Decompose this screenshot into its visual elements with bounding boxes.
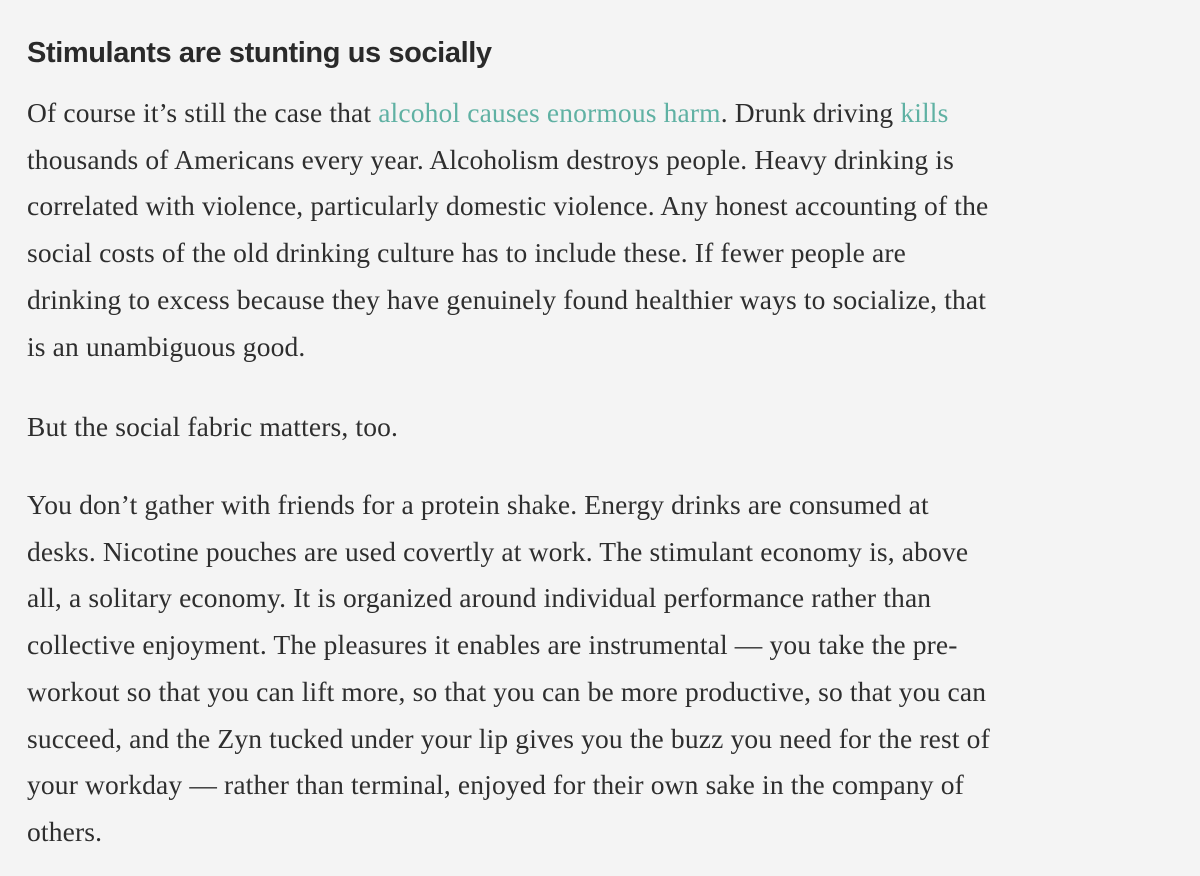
paragraph-line: correlated with violence, particularly domestic violence. Any honest accounting of the xyxy=(27,190,989,222)
paragraph-line: You don’t gather with friends for a protein shake. Energy drinks are consumed at xyxy=(27,489,929,520)
paragraph-line: social costs of the old drinking culture has to include these. If fewer people are xyxy=(27,237,907,269)
paragraph-line: thousands of Americans every year. Alcoholism destroys people. Heavy drinking is xyxy=(27,143,954,175)
text-segment: Of course it’s still the case that xyxy=(27,97,379,128)
kills-link[interactable]: kills xyxy=(900,97,949,128)
paragraph-alcohol-harm xyxy=(27,90,988,370)
text-segment: . Drunk driving xyxy=(720,97,901,128)
paragraph-social-fabric xyxy=(27,404,398,451)
paragraph-line: desks. Nicotine pouches are used covertly at work. The stimulant economy is, above xyxy=(27,535,969,567)
paragraph-line: workout so that you can lift more, so that you can be more productive, so that you can xyxy=(27,675,987,707)
paragraph-line: collective enjoyment. The pleasures it enables are instrumental — you take the pre- xyxy=(27,629,958,661)
paragraph-line: your workday — rather than terminal, enjoyed for their own sake in the company of xyxy=(27,769,964,801)
paragraph-stimulant-economy xyxy=(27,482,990,856)
paragraph-line: all, a solitary economy. It is organized around individual performance rather than xyxy=(27,582,932,614)
paragraph-line: succeed, and the Zyn tucked under your lip gives you the buzz you need for the rest of xyxy=(27,722,990,754)
paragraph-line: others. xyxy=(27,815,103,847)
paragraph-line: But the social fabric matters, too. xyxy=(27,411,399,442)
paragraph-line: drinking to excess because they have genuinely found healthier ways to socialize, that xyxy=(27,283,987,315)
paragraph-line xyxy=(27,90,988,137)
alcohol-harm-link[interactable]: alcohol causes enormous harm xyxy=(378,97,721,128)
paragraph-line: is an unambiguous good. xyxy=(27,330,306,362)
section-heading: Stimulants are stunting us socially xyxy=(27,37,492,69)
